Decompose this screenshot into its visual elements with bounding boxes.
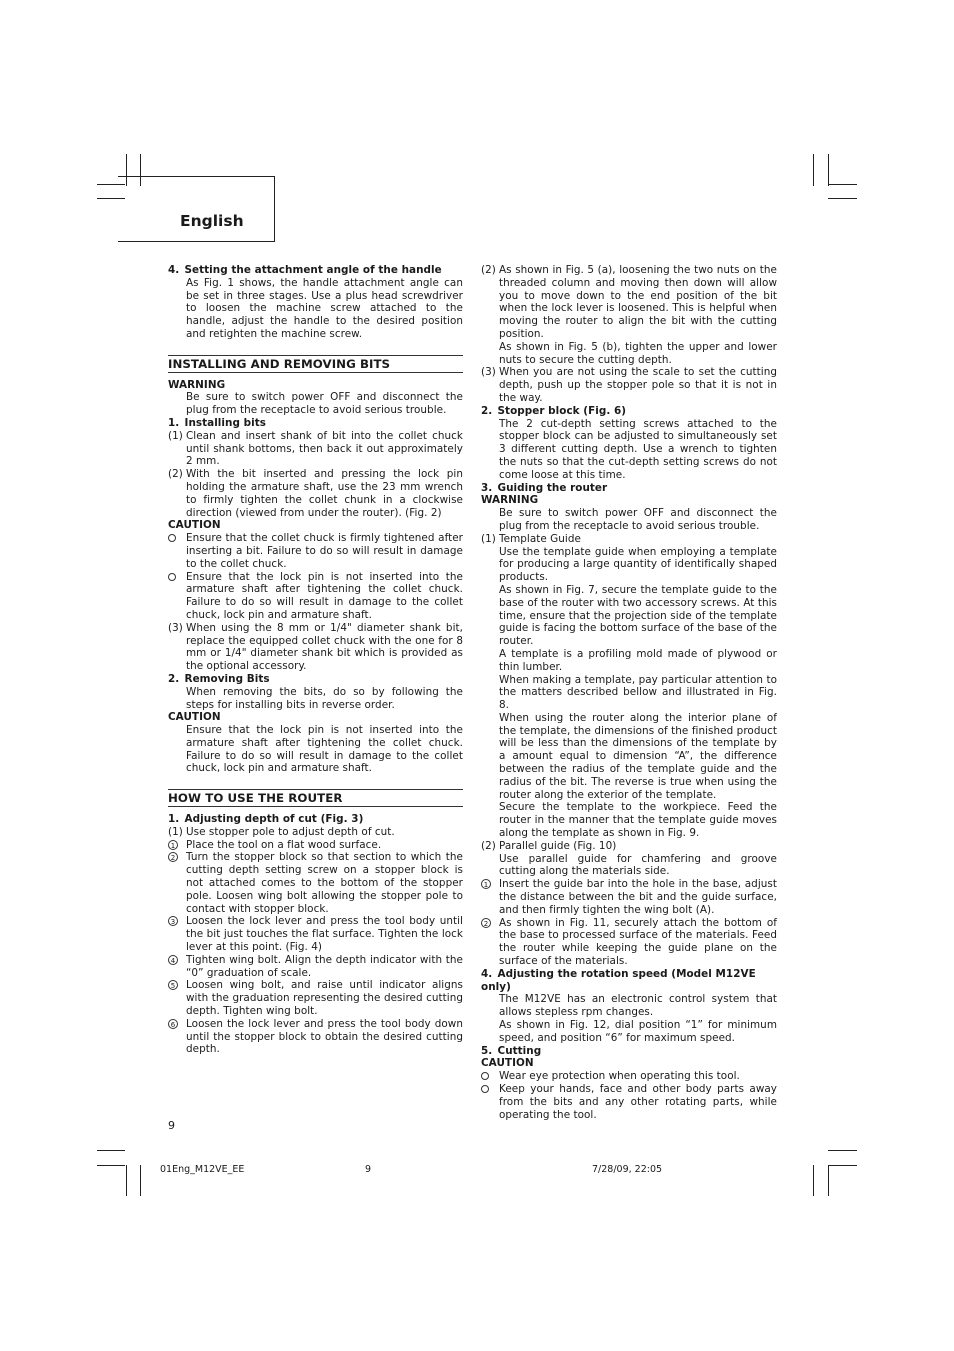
- crop-mark: [828, 184, 857, 185]
- list-item: (1) Template Guide: [481, 532, 581, 545]
- caution-label: CAUTION: [168, 711, 221, 724]
- warning-text: Be sure to switch power OFF and disconnect the plug from the receptacle to avoid serious trouble.: [186, 391, 463, 417]
- paragraph: A template is a profiling mold made of plywood or thin lumber.: [499, 647, 777, 673]
- sheet-number: 9: [365, 1164, 372, 1175]
- step-item: 2 As shown in Fig. 11, securely attach the bottom of the base to processed surface of the materials. Feed the router while keeping the guide plane on the surface of the materials.: [481, 917, 777, 968]
- crop-mark: [97, 1165, 125, 1166]
- paragraph: When making a template, pay particular attention to the matters described bellow and illustrated in Fig. 8.: [499, 673, 777, 712]
- step-number-icon: 6: [168, 1019, 178, 1029]
- step-item: 1 Place the tool on a flat wood surface.: [168, 839, 463, 852]
- paragraph: The M12VE has an electronic control system that allows stepless rpm changes.: [499, 993, 777, 1019]
- warning-label: WARNING: [168, 378, 226, 391]
- language-tab: [118, 176, 275, 242]
- step-number-icon: 3: [168, 916, 178, 926]
- crop-mark: [140, 1165, 141, 1196]
- step-number-icon: 2: [481, 918, 491, 928]
- paragraph: As shown in Fig. 12, dial position “1” for minimum speed, and position “6” for maximum speed.: [499, 1019, 777, 1044]
- list-item: (3) When using the 8 mm or 1/4" diameter shank bit, replace the equipped collet chuck with the one for 8 mm or 1/4" diameter shank bit which is provided as the optional accessory.: [168, 621, 463, 673]
- list-item: (2) As shown in Fig. 5 (a), loosening the two nuts on the threaded column and moving then down will allow you to move down to the end position of the bit when the lock lever is loosened. This is helpful when moving the router to align the bit with the cutting position.: [481, 264, 777, 340]
- circle-bullet-icon: [481, 1085, 489, 1093]
- subsection-title: 1. Installing bits: [168, 416, 266, 429]
- list-item: (2) Parallel guide (Fig. 10): [481, 839, 617, 852]
- crop-mark: [126, 1165, 127, 1196]
- step-number-icon: 1: [481, 879, 491, 889]
- paragraph: As shown in Fig. 5 (b), tighten the upper and lower nuts to secure the cutting depth.: [499, 340, 777, 366]
- caution-label: CAUTION: [168, 519, 221, 532]
- timestamp: 7/28/09, 22:05: [592, 1164, 663, 1175]
- step-item: 3 Loosen the lock lever and press the tool body until the bit just touches the flat surface. Tighten the lock lever at this point. (Fig. 4): [168, 915, 463, 953]
- step-number-icon: 1: [168, 840, 178, 850]
- paragraph: Use the template guide when employing a template for producing a large quantity of identifically shaped products.: [499, 545, 777, 584]
- step-number-icon: 4: [168, 955, 178, 965]
- right-column: [481, 264, 777, 1121]
- crop-mark: [813, 1165, 814, 1196]
- subsection-title: 5. Cutting: [481, 1044, 542, 1057]
- crop-mark: [828, 198, 857, 199]
- file-name: 01Eng_M12VE_EE: [160, 1164, 245, 1175]
- numbered-steps: [481, 878, 777, 968]
- paragraph: When removing the bits, do so by following the steps for installing bits in reverse order.: [186, 685, 463, 711]
- section-title: 4. Setting the attachment angle of the handle: [168, 264, 442, 276]
- paragraph: As shown in Fig. 7, secure the template guide to the base of the router with two accessory screws. At this time, ensure that the projection side of the template guide is facing the bottom surface of the base of the router.: [499, 583, 777, 648]
- subsection-title: 3. Guiding the router: [481, 481, 608, 494]
- paragraph: The 2 cut-depth setting screws attached to the stopper block can be adjusted to simultaneously set 3 different cutting depth. Use a wrench to tighten the nuts so that the cut-depth setting screws do not come loose at this time.: [499, 417, 777, 481]
- paragraph: As Fig. 1 shows, the handle attachment angle can be set in three stages. Use a plus head screwdriver to loosen the machine screw attached to the handle, adjust the handle to the desired position and retighten the machine screw.: [186, 276, 463, 340]
- paragraph: Secure the template to the workpiece. Feed the router in the manner that the template guide moves along the template as shown in Fig. 9.: [499, 801, 777, 840]
- bullet-item: Keep your hands, face and other body parts away from the bits and any other rotating parts, while operating the tool.: [481, 1083, 777, 1121]
- paragraph: When using the router along the interior plane of the template, the dimensions of the finished product will be less than the dimensions of the template by a amount equal to dimension “A”, the difference between the radius of the template guide and the radius of the bit. The reverse is true when using the router along the exterior of the template.: [499, 711, 777, 801]
- crop-mark: [813, 154, 814, 186]
- language-label: English: [180, 212, 244, 230]
- subsection-title: 2. Stopper block (Fig. 6): [481, 404, 627, 417]
- crop-mark: [828, 1165, 829, 1196]
- warning-label: WARNING: [481, 494, 539, 507]
- bullet-item: Wear eye protection when operating this tool.: [481, 1070, 777, 1083]
- step-item: 5 Loosen wing bolt, and raise until indicator aligns with the graduation representing the desired cutting depth. Tighten wing bolt.: [168, 979, 463, 1017]
- bullet-item: Ensure that the collet chuck is firmly tightened after inserting a bit. Failure to do so will result in damage to the collet chuck.: [168, 532, 463, 570]
- step-item: 4 Tighten wing bolt. Align the depth indicator with the “0” graduation of scale.: [168, 954, 463, 980]
- list-item: (1) Clean and insert shank of bit into the collet chuck until shank bottoms, then back it out approximately 2 mm.: [168, 429, 463, 468]
- list-item: (2) With the bit inserted and pressing the lock pin holding the armature shaft, use the 23 mm wrench to firmly tighten the collet chunk in a clockwise direction (viewed from under the router). (Fig. 2): [168, 468, 463, 519]
- caution-text: Ensure that the lock pin is not inserted into the armature shaft after tightening the collet chuck. Failure to do so will result in damage to the collet chuck, lock pin and armature shaft.: [186, 724, 463, 775]
- warning-text: Be sure to switch power OFF and disconnect the plug from the receptacle to avoid serious trouble.: [499, 507, 777, 532]
- subsection-title: 2. Removing Bits: [168, 672, 270, 685]
- step-number-icon: 2: [168, 852, 178, 862]
- subsection-title: 1. Adjusting depth of cut (Fig. 3): [168, 813, 364, 826]
- caution-label: CAUTION: [481, 1057, 534, 1070]
- circle-bullet-icon: [481, 1072, 489, 1080]
- step-item: 2 Turn the stopper block so that section to which the cutting depth setting screw on a stopper block is not attached comes to the bottom of the stopper pole. Loosen wing bolt allowing the stopper pole to contact with stopper block.: [168, 851, 463, 915]
- section-heading: HOW TO USE THE ROUTER: [168, 789, 463, 807]
- numbered-steps: [168, 839, 463, 1057]
- bullet-item: Ensure that the lock pin is not inserted into the armature shaft after tightening the collet chuck. Failure to do so will result in damage to the collet chuck, lock pin and armature shaft.: [168, 571, 463, 622]
- paragraph: Use parallel guide for chamfering and groove cutting along the materials side.: [499, 852, 777, 878]
- subsection-title: 4. Adjusting the rotation speed (Model M12VE only): [481, 967, 756, 993]
- list-item: (3) When you are not using the scale to set the cutting depth, push up the stopper pole so that it is not in the way.: [481, 366, 777, 404]
- list-item: (1) Use stopper pole to adjust depth of cut.: [168, 825, 395, 838]
- section-heading: INSTALLING AND REMOVING BITS: [168, 355, 463, 373]
- circle-bullet-icon: [168, 534, 176, 542]
- circle-bullet-icon: [168, 573, 176, 581]
- step-item: 6 Loosen the lock lever and press the tool body down until the stopper block to obtain the desired cutting depth.: [168, 1018, 463, 1056]
- crop-mark: [828, 1165, 857, 1166]
- page-number: 9: [168, 1119, 175, 1132]
- step-item: 1 Insert the guide bar into the hole in the base, adjust the distance between the bit and the guide surface, and then firmly tighten the wing bolt (A).: [481, 878, 777, 916]
- crop-mark: [828, 154, 829, 186]
- left-column: [168, 264, 463, 1056]
- step-number-icon: 5: [168, 980, 178, 990]
- crop-mark: [97, 1150, 125, 1151]
- crop-mark: [828, 1150, 857, 1151]
